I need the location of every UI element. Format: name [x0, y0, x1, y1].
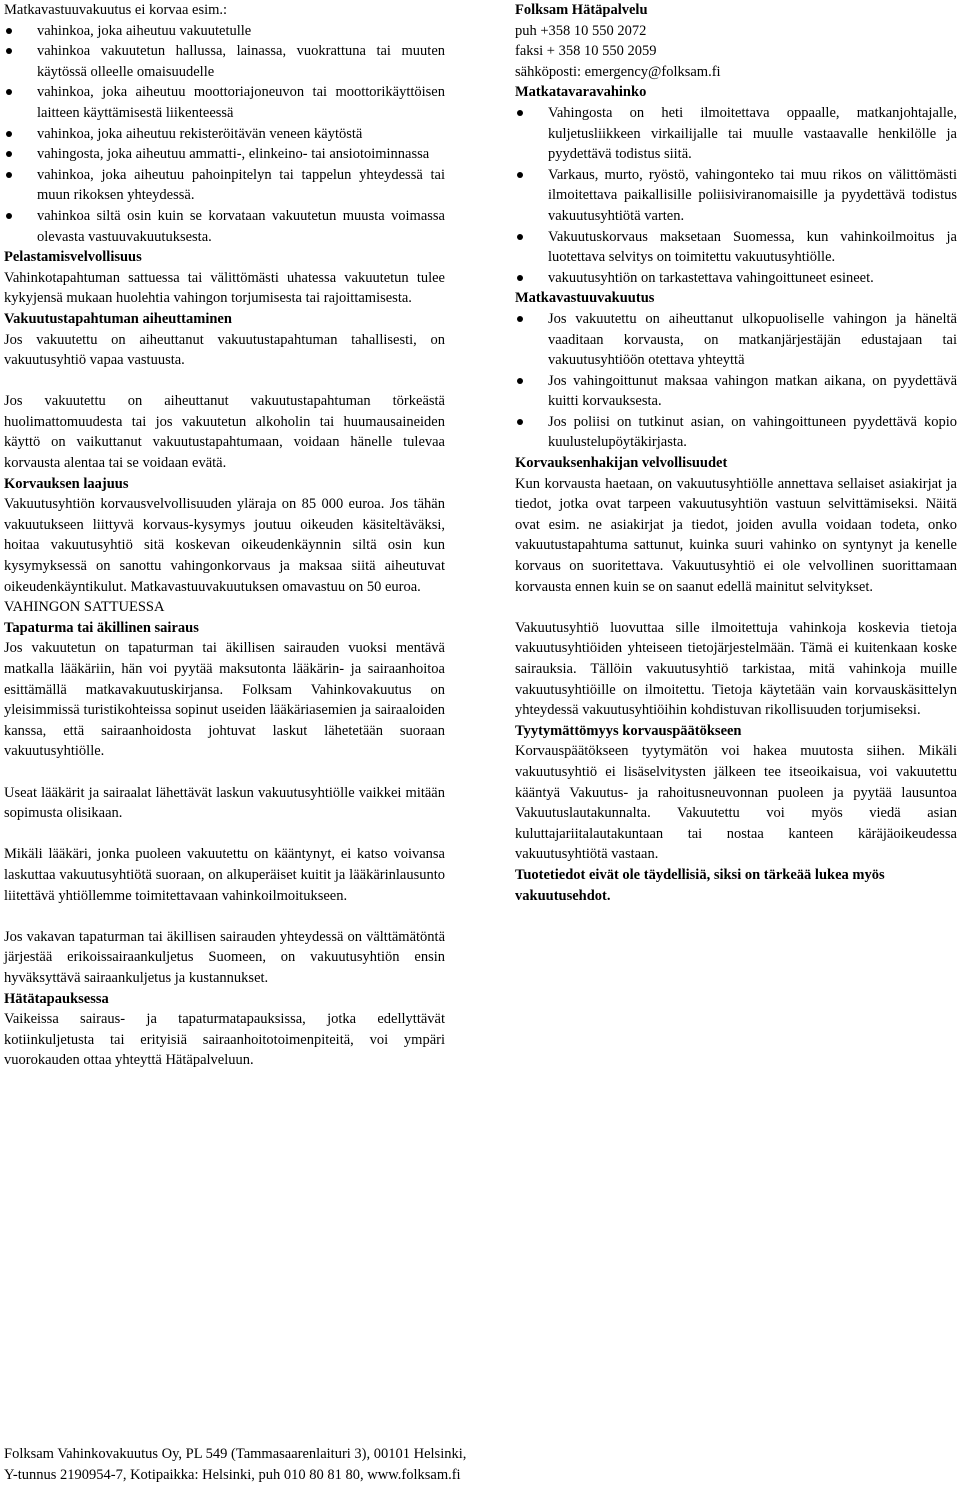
- left-column: [4, 0, 445, 1071]
- dissatisfaction-text: Korvauspäätökseen tyytymätön voi hakea muutosta siihen. Mikäli vakuutusyhtiö ei lisäselvitysten jälkeen tee itseoikaisua, voi vakuutettu kääntyä Vakuutus- ja rahoitusneuvonnan puoleen ja pyytää lausuntoa Vakuutuslautakunnalta. Vakuutettu voi myös viedä asian kuluttajariitalautakuntaan tai nostaa kanteen käräjäoikeudessa vakuutusyhtiötä vastaan.: [515, 743, 957, 863]
- scope-text: Vakuutusyhtiön korvausvelvollisuuden yläraja on 85 000 euroa. Jos tähän vakuutukseen liittyvä korvaus-kysymys joutuu oikeuden käsiteltäväksi, hoitaa vakuutusyhtiö sitä koskevan oikeudenkäynnin siltä osin kun kysymyksessä on sanottu vahingonkorvaus ja maksaa siitä aiheutuvat oikeudenkäyntikulut. Matkavastuuvakuutuksen omavastuu on 50 euroa.: [4, 496, 445, 595]
- list-item: Vahingosta on heti ilmoitettava oppaalle, matkanjohtajalle, kuljetusliikkeen virkailijalle tai muulle vastaavalle henkilölle ja pyydettävä todistus siitä.: [515, 103, 957, 165]
- bullet-icon: [6, 28, 12, 34]
- obligations-text-1: Kun korvausta haetaan, on vakuutusyhtiölle annettava sellaiset asiakirjat ja tiedot, jotka ovat tarpeen vakuutusyhtiön vastuun selvittämiseksi. Näitä ovat esim. ne asiakirjat ja tiedot, joiden avulla voidaan todeta, onko vakuutustapahtuma sattunut, kuinka suuri vahinko on syntynyt ja kenelle korvaus on suoritettava. Vakuutusyhtiö ei ole velvollinen suorittamaan korvausta ennen kuin se on saanut edellä mainitut selvitykset.: [515, 475, 957, 595]
- list-item: Jos vahingoittunut maksaa vahingon matkan aikana, on pyydettävä kuitti korvauksesta.: [515, 371, 957, 412]
- bullet-icon: [517, 275, 523, 281]
- accident-text-4: Jos vakavan tapaturman tai äkillisen sairauden yhteydessä on välttämätöntä järjestää erikoissairaankuljetus Suomeen, on vakuutusyhtiön ensin hyväksyttävä sairaankuljetus ja kustannukset.: [4, 928, 445, 986]
- luggage-list: [515, 103, 957, 288]
- disclaimer-text: Tuotetiedot eivät ole täydellisiä, siksi on tärkeää lukea myös vakuutusehdot.: [515, 866, 885, 904]
- causing-text-2: Jos vakuutettu on aiheuttanut vakuutustapahtuman törkeästä huolimattomuudesta tai jos vakuutetun alkoholin tai huumausaineiden käyttö on vaikuttanut vakuutustapahtumaan, voidaan hänelle tulevaa korvausta alentaa tai se voidaan evätä.: [4, 393, 445, 472]
- luggage-heading: Matkatavaravahinko: [515, 84, 647, 101]
- list-item: Varkaus, murto, ryöstö, vahingonteko tai muu rikos on välittömästi ilmoitettava paikallisille poliisiviranomaisille ja pyydettävä todistus vakuutusyhtiötä varten.: [515, 165, 957, 227]
- contact-fax: faksi + 358 10 550 2059: [515, 43, 657, 60]
- bullet-icon: [517, 378, 523, 384]
- accident-text-3: Mikäli lääkäri, jonka puoleen vakuutettu on kääntynyt, ei katso voivansa laskuttaa vakuutusyhtiötä suoraan, on alkuperäiset kuitit ja lääkärinlausunto liitettävä yhtiöllemme toimitettavaan vahinkoilmoitukseen.: [4, 846, 445, 904]
- contact-heading: Folksam Hätäpalvelu: [515, 2, 648, 18]
- scope-heading: Korvauksen laajuus: [4, 475, 129, 492]
- liability-heading: Matkavastuuvakuutus: [515, 290, 655, 307]
- liability-list: [515, 309, 957, 453]
- bullet-icon: [517, 419, 523, 425]
- bullet-icon: [6, 48, 12, 54]
- causing-heading: Vakuutustapahtuman aiheuttaminen: [4, 310, 232, 327]
- list-item: Jos vakuutettu on aiheuttanut ulkopuoliselle vahingon ja häneltä vaaditaan korvausta, on matkanjärjestäjän edustajaan tai vakuutusyhtiöön otettava yhteyttä: [515, 309, 957, 371]
- rescue-text: Vahinkotapahtuman sattuessa tai välittömästi uhatessa vakuutetun tulee kykyjensä mukaan huolehtia vahingon torjumisesta tai rajoittamisesta.: [4, 269, 445, 307]
- bullet-icon: [517, 234, 523, 240]
- footer-address: Folksam Vahinkovakuutus Oy, PL 549 (Tammasaarenlaituri 3), 00101 Helsinki,: [4, 1446, 467, 1462]
- contact-email: sähköposti: emergency@folksam.fi: [515, 63, 721, 80]
- bullet-icon: [517, 110, 523, 116]
- footer: [4, 1444, 904, 1485]
- list-item: vakuutusyhtiön on tarkastettava vahingoittuneet esineet.: [515, 268, 957, 289]
- bullet-icon: [6, 213, 12, 219]
- accident-text-1: Jos vakuutetun on tapaturman tai äkillisen sairauden vuoksi mentävä matkalla lääkäriin, hän voi pyytää maksutonta lääkärin- ja sairaanhoitoa esittämällä matkavakuutuskirjansa. Folksam Vahinkovakuutus on yleisimmissä turistikohteissa sopinut useiden lääkäriasemien ja sairaaloiden kanssa, että sairaanhoidosta johtuvat laskut lähetetään suoraan vakuutusyhtiölle.: [4, 640, 445, 760]
- list-item: vahinkoa, joka aiheutuu rekisteröitävän veneen käytöstä: [4, 124, 445, 145]
- list-item: vahinkoa, joka aiheutuu moottoriajoneuvon tai moottorikäyttöisen laitteen käyttämisestä liikenteessä: [4, 82, 445, 123]
- accident-text-2: Useat lääkärit ja sairaalat lähettävät laskun vakuutusyhtiölle vaikkei mitään sopimusta olisikaan.: [4, 784, 445, 822]
- bullet-icon: [6, 131, 12, 137]
- bullet-icon: [6, 151, 12, 157]
- obligations-heading: Korvauksenhakijan velvollisuudet: [515, 455, 728, 472]
- list-item: vahingosta, joka aiheutuu ammatti-, elinkeino- tai ansiotoiminnassa: [4, 144, 445, 165]
- exclusions-list: [4, 21, 445, 248]
- list-item: vahinkoa, joka aiheutuu pahoinpitelyn tai tappelun yhteydessä tai muun rikoksen yhteydessä.: [4, 165, 445, 206]
- bullet-icon: [517, 172, 523, 178]
- right-column: [515, 0, 957, 906]
- list-item: vahinkoa, joka aiheutuu vakuutetulle: [4, 21, 445, 42]
- list-item: vahinkoa siltä osin kuin se korvataan vakuutetun muusta voimassa olevasta vastuuvakuutuksesta.: [4, 206, 445, 247]
- exclusions-intro: Matkavastuuvakuutus ei korvaa esim.:: [4, 2, 228, 18]
- bullet-icon: [517, 316, 523, 322]
- causing-text-1: Jos vakuutettu on aiheuttanut vakuutustapahtuman tahallisesti, on vakuutusyhtiö vapaa vastuusta.: [4, 331, 445, 369]
- list-item: Vakuutuskorvaus maksetaan Suomessa, kun vahinkoilmoitus ja luotettava selvitys on toimitettu vakuutusyhtiölle.: [515, 227, 957, 268]
- list-item: vahinkoa vakuutetun hallussa, lainassa, vuokrattuna tai muuten käytössä olleelle omaisuudelle: [4, 41, 445, 82]
- accident-heading: Tapaturma tai äkillinen sairaus: [4, 619, 199, 636]
- obligations-text-2: Vakuutusyhtiö luovuttaa sille ilmoitettuja vahinkoja koskevia tietoja vakuutusyhtiöiden yhteiseen tietojärjestelmään. Tämä ei kuitenkaan koske sairauksia. Tällöin vakuutusyhtiö tarkistaa, mitä vahinkoja muille vakuutusyhtiöille on ilmoitettu. Tietoja käytetään vain korvauskäsittelyn yhteydessä vakuutusyhtiöihin kohdistuvan rikollisuuden torjumiseksi.: [515, 619, 957, 719]
- dissatisfaction-heading: Tyytymättömyys korvauspäätökseen: [515, 722, 742, 739]
- list-item: Jos poliisi on tutkinut asian, on vahingoittuneen pyydettävä kopio kuulustelupöytäkirjasta.: [515, 412, 957, 453]
- damage-section-heading: VAHINGON SATTUESSA: [4, 599, 165, 616]
- footer-company-info: Y-tunnus 2190954-7, Kotipaikka: Helsinki, puh 010 80 81 80, www.folksam.fi: [4, 1466, 461, 1483]
- emergency-text: Vaikeissa sairaus- ja tapaturmatapauksissa, jotka edellyttävät kotiinkuljetusta tai erityisiä sairaanhoitotoimenpiteitä, voi ympäri vuorokauden ottaa yhteyttä Hätäpalveluun.: [4, 1011, 445, 1069]
- emergency-heading: Hätätapauksessa: [4, 990, 109, 1007]
- bullet-icon: [6, 89, 12, 95]
- rescue-heading: Pelastamisvelvollisuus: [4, 249, 142, 266]
- bullet-icon: [6, 172, 12, 178]
- contact-phone: puh +358 10 550 2072: [515, 22, 647, 39]
